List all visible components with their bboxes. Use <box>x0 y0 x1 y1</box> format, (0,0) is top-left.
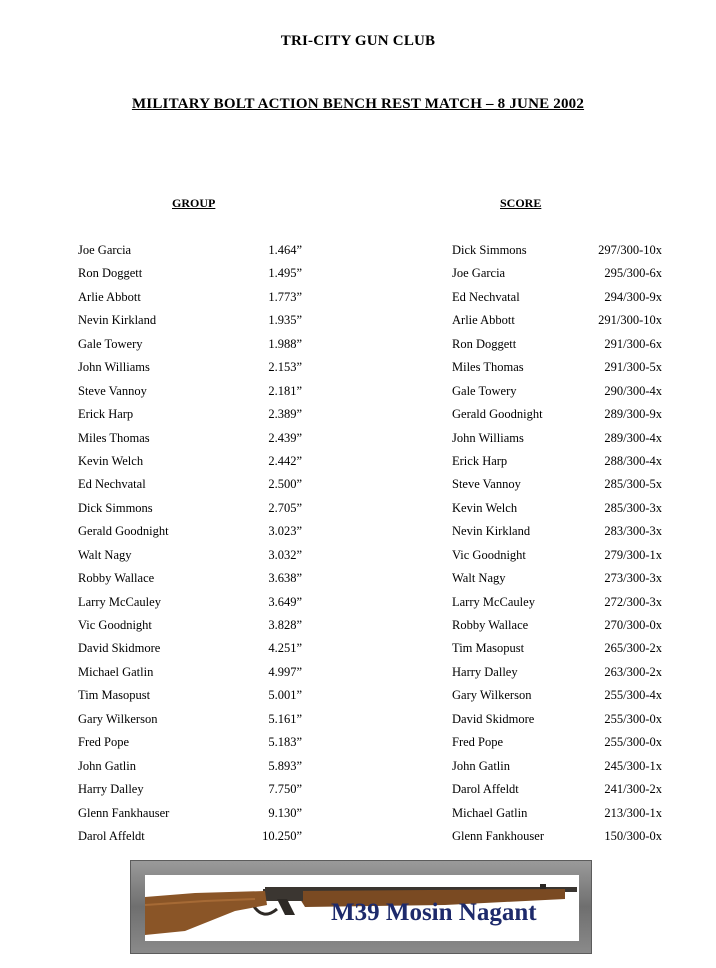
score-result-row <box>452 524 672 547</box>
group-result-row <box>78 384 318 407</box>
rifle-caption: M39 Mosin Nagant <box>331 899 537 926</box>
match-title-text: MILITARY BOLT ACTION BENCH REST MATCH – 8 JUNE 2002 <box>131 96 585 112</box>
shooter-name: Larry McCauley <box>78 594 161 609</box>
shooter-name: Gary Wilkerson <box>452 688 532 703</box>
shooter-name: John Williams <box>452 430 524 445</box>
group-size: 5.183” <box>268 735 302 750</box>
shooter-name: Ron Doggett <box>452 336 517 351</box>
group-result-row <box>78 571 318 594</box>
score-result-row <box>452 477 672 500</box>
group-size: 1.464” <box>268 243 302 257</box>
club-title: TRI-CITY GUN CLUB <box>280 33 436 49</box>
score-value: 283/300-3x <box>604 524 662 539</box>
score-column-heading: SCORE <box>500 196 542 210</box>
group-size: 9.130” <box>268 805 302 820</box>
score-value: 255/300-4x <box>604 688 662 703</box>
score-result-row <box>452 735 672 758</box>
shooter-name: Joe Garcia <box>78 243 132 257</box>
group-result-row <box>78 290 318 313</box>
shooter-name: Michael Gatlin <box>78 664 154 679</box>
shooter-name: Fred Pope <box>452 735 504 750</box>
score-value: 263/300-2x <box>604 664 662 679</box>
group-size: 3.649” <box>268 594 302 609</box>
shooter-name: David Skidmore <box>78 641 161 656</box>
shooter-name: Tim Masopust <box>78 688 151 703</box>
group-result-row <box>78 712 318 735</box>
shooter-name: Glenn Fankhouser <box>452 828 544 843</box>
score-value: 285/300-5x <box>604 477 662 492</box>
score-value: 270/300-0x <box>604 618 662 632</box>
shooter-name: Dick Simmons <box>78 500 153 515</box>
score-value: 291/300-5x <box>604 360 662 375</box>
group-result-row <box>78 595 318 618</box>
group-result-row <box>78 806 318 829</box>
score-value: 241/300-2x <box>604 782 662 797</box>
group-result-row <box>78 688 318 711</box>
shooter-name: Nevin Kirkland <box>78 313 157 328</box>
score-result-row <box>452 829 672 852</box>
group-result-row <box>78 618 318 641</box>
group-size: 10.250” <box>262 828 302 843</box>
group-result-row <box>78 501 318 524</box>
shooter-name: John Williams <box>78 360 150 375</box>
score-result-row <box>452 407 672 430</box>
shooter-name: Steve Vannoy <box>452 477 521 492</box>
group-size: 7.750” <box>268 782 302 797</box>
score-value: 289/300-4x <box>604 430 662 445</box>
shooter-name: Robby Wallace <box>78 571 155 586</box>
group-result-row <box>78 548 318 571</box>
shooter-name: Darol Affeldt <box>78 828 145 843</box>
group-size: 3.023” <box>268 524 302 539</box>
shooter-name: Nevin Kirkland <box>452 524 531 539</box>
score-result-row <box>452 759 672 782</box>
shooter-name: Gerald Goodnight <box>452 407 543 422</box>
score-value: 295/300-6x <box>604 266 662 281</box>
shooter-name: Glenn Fankhauser <box>78 805 170 820</box>
shooter-name: Ed Nechvatal <box>452 289 520 304</box>
score-result-row <box>452 712 672 735</box>
shooter-name: Gerald Goodnight <box>78 524 169 539</box>
group-result-row <box>78 665 318 688</box>
score-value: 150/300-0x <box>604 828 662 843</box>
group-size: 2.705” <box>268 500 302 515</box>
score-value: 265/300-2x <box>604 641 662 656</box>
group-size: 2.442” <box>268 453 302 468</box>
group-result-row <box>78 759 318 782</box>
rifle-banner <box>130 860 592 954</box>
score-results-list <box>452 243 672 852</box>
score-result-row <box>452 384 672 407</box>
shooter-name: Arlie Abbott <box>452 313 515 328</box>
rifle-stock <box>145 891 267 935</box>
group-size: 4.997” <box>268 664 302 679</box>
score-value: 255/300-0x <box>604 711 662 726</box>
score-result-row <box>452 501 672 524</box>
shooter-name: Miles Thomas <box>452 360 524 375</box>
shooter-name: Gary Wilkerson <box>78 711 158 726</box>
shooter-name: Gale Towery <box>452 383 517 398</box>
shooter-name: Joe Garcia <box>452 266 506 281</box>
group-result-row <box>78 337 318 360</box>
score-result-row <box>452 454 672 477</box>
score-result-row <box>452 243 672 266</box>
group-results-list <box>78 243 318 852</box>
group-result-row <box>78 782 318 805</box>
score-result-row <box>452 266 672 289</box>
group-size: 1.773” <box>268 289 302 304</box>
shooter-name: John Gatlin <box>78 758 136 773</box>
shooter-name: Miles Thomas <box>78 430 150 445</box>
shooter-name: Tim Masopust <box>452 641 525 656</box>
score-value: 285/300-3x <box>604 500 662 515</box>
shooter-name: Michael Gatlin <box>452 805 528 820</box>
score-result-row <box>452 806 672 829</box>
shooter-name: David Skidmore <box>452 711 535 726</box>
group-result-row <box>78 829 318 852</box>
score-result-row <box>452 548 672 571</box>
shooter-name: Larry McCauley <box>452 594 535 609</box>
score-value: 213/300-1x <box>604 805 662 820</box>
group-result-row <box>78 243 318 266</box>
match-title <box>0 96 716 113</box>
shooter-name: Kevin Welch <box>78 453 144 468</box>
shooter-name: Darol Affeldt <box>452 782 519 797</box>
shooter-name: Robby Wallace <box>452 618 529 632</box>
rifle-bolt-handle <box>277 899 295 915</box>
shooter-name: Harry Dalley <box>452 664 518 679</box>
shooter-name: Harry Dalley <box>78 782 144 797</box>
group-size: 1.988” <box>268 336 302 351</box>
shooter-name: Fred Pope <box>78 735 130 750</box>
score-value: 291/300-10x <box>598 313 662 328</box>
shooter-name: Gale Towery <box>78 336 143 351</box>
shooter-name: Walt Nagy <box>78 547 132 562</box>
group-size: 4.251” <box>268 641 302 656</box>
score-value: 279/300-1x <box>604 547 662 562</box>
score-value: 289/300-9x <box>604 407 662 422</box>
score-value: 255/300-0x <box>604 735 662 750</box>
group-result-row <box>78 477 318 500</box>
group-size: 5.001” <box>268 688 302 703</box>
score-result-row <box>452 782 672 805</box>
group-size: 5.893” <box>268 758 302 773</box>
shooter-name: Dick Simmons <box>452 243 527 257</box>
score-result-row <box>452 290 672 313</box>
group-size: 1.935” <box>268 313 302 328</box>
score-value: 297/300-10x <box>598 243 662 257</box>
shooter-name: Arlie Abbott <box>78 289 141 304</box>
score-result-row <box>452 665 672 688</box>
shooter-name: Vic Goodnight <box>452 547 526 562</box>
group-column-heading: GROUP <box>172 196 216 210</box>
shooter-name: Ron Doggett <box>78 266 143 281</box>
score-result-row <box>452 571 672 594</box>
score-result-row <box>452 641 672 664</box>
score-result-row <box>452 337 672 360</box>
shooter-name: Kevin Welch <box>452 500 518 515</box>
score-value: 272/300-3x <box>604 594 662 609</box>
shooter-name: Steve Vannoy <box>78 383 147 398</box>
group-result-row <box>78 641 318 664</box>
score-result-row <box>452 688 672 711</box>
group-result-row <box>78 524 318 547</box>
group-size: 5.161” <box>268 711 302 726</box>
group-size: 2.500” <box>268 477 302 492</box>
shooter-name: Vic Goodnight <box>78 618 152 632</box>
group-result-row <box>78 407 318 430</box>
group-size: 2.389” <box>268 407 302 422</box>
group-result-row <box>78 454 318 477</box>
score-result-row <box>452 360 672 383</box>
group-result-row <box>78 431 318 454</box>
group-size: 3.828” <box>268 618 302 632</box>
score-result-row <box>452 431 672 454</box>
group-result-row <box>78 266 318 289</box>
score-value: 294/300-9x <box>604 289 662 304</box>
score-value: 291/300-6x <box>604 336 662 351</box>
shooter-name: Ed Nechvatal <box>78 477 146 492</box>
score-value: 245/300-1x <box>604 758 662 773</box>
score-value: 273/300-3x <box>604 571 662 586</box>
group-size: 2.439” <box>268 430 302 445</box>
group-result-row <box>78 360 318 383</box>
score-result-row <box>452 618 672 641</box>
shooter-name: Erick Harp <box>452 453 508 468</box>
score-value: 288/300-4x <box>604 453 662 468</box>
score-result-row <box>452 313 672 336</box>
shooter-name: John Gatlin <box>452 758 510 773</box>
score-value: 290/300-4x <box>604 383 662 398</box>
score-result-row <box>452 595 672 618</box>
shooter-name: Walt Nagy <box>452 571 506 586</box>
group-size: 3.638” <box>268 571 302 586</box>
group-size: 2.181” <box>268 383 302 398</box>
group-size: 1.495” <box>268 266 302 281</box>
group-result-row <box>78 313 318 336</box>
group-result-row <box>78 735 318 758</box>
group-size: 2.153” <box>268 360 302 375</box>
group-size: 3.032” <box>268 547 302 562</box>
shooter-name: Erick Harp <box>78 407 134 422</box>
rifle-banner-panel <box>145 875 579 941</box>
